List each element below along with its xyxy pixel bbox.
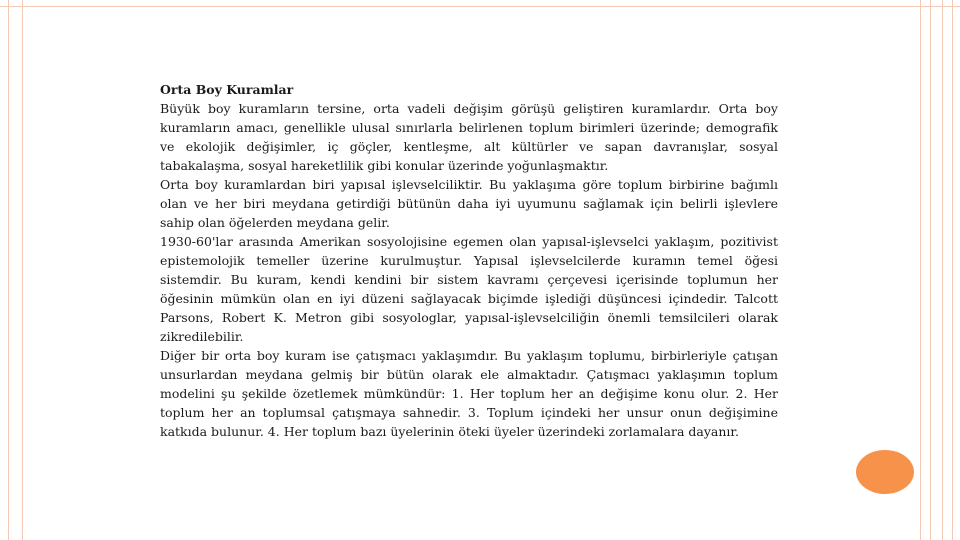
frame-right-line-2 [930,0,931,540]
slide-content [160,80,778,441]
frame-top-line [0,6,960,7]
paragraph-2: Orta boy kuramlardan biri yapısal işlevselciliktir. Bu yaklaşıma göre toplum birbirine bağımlı olan ve her biri meydana getirdiği bütünün daha iyi uyumunu sağlamak için belirli işlevlere sahip olan öğelerden meydana gelir. [160,177,778,230]
slide-title: Orta Boy Kuramlar [160,82,294,97]
paragraph-4: Diğer bir orta boy kuram ise çatışmacı yaklaşımdır. Bu yaklaşım toplumu, birbirleriyle çatışan unsurlardan meydana gelmiş bir bütün olarak ele almaktadır. Çatışmacı yaklaşımın toplum modelini şu şekilde özetlemek mümkündür: 1. Her toplum her an değişime konu olur. 2. Her toplum her an toplumsal çatışmaya sahnedir. 3. Toplum içindeki her unsur onun değişimine katkıda bulunur. 4. Her toplum bazı üyelerinin öteki üyeler üzerindeki zorlamalara dayanır. [160,348,778,439]
frame-left-line-1 [8,0,9,540]
accent-circle [856,450,914,494]
paragraph-3: 1930-60'lar arasında Amerikan sosyolojisine egemen olan yapısal-işlevselci yaklaşım, pozitivist epistemolojik temeller üzerine kurulmuştur. Yapısal işlevselcilerde kuramın temel öğesi sistemdir. Bu kuram, kendi kendini bir sistem kavramı çerçevesi içerisinde toplumun her öğesinin mümkün olan en iyi düzeni sağlayacak biçimde işlediği düşüncesi içindedir. Talcott Parsons, Robert K. Metron gibi sosyologlar, yapısal-işlevselciliğin önemli temsilcileri olarak zikredilebilir. [160,234,778,344]
frame-left-line-2 [22,0,23,540]
frame-right-line-4 [952,0,953,540]
frame-right-line-3 [942,0,943,540]
frame-right-line-1 [920,0,921,540]
paragraph-1: Büyük boy kuramların tersine, orta vadeli değişim görüşü geliştiren kuramlardır. Orta boy kuramların amacı, genellikle ulusal sınırlarla belirlenen toplum birimleri üzerinde; demografik ve ekolojik değişimler, iç göçler, kentleşme, alt kültürler ve sapan davranışlar, sosyal tabakalaşma, sosyal hareketlilik gibi konular üzerinde yoğunlaşmaktır. [160,101,778,173]
